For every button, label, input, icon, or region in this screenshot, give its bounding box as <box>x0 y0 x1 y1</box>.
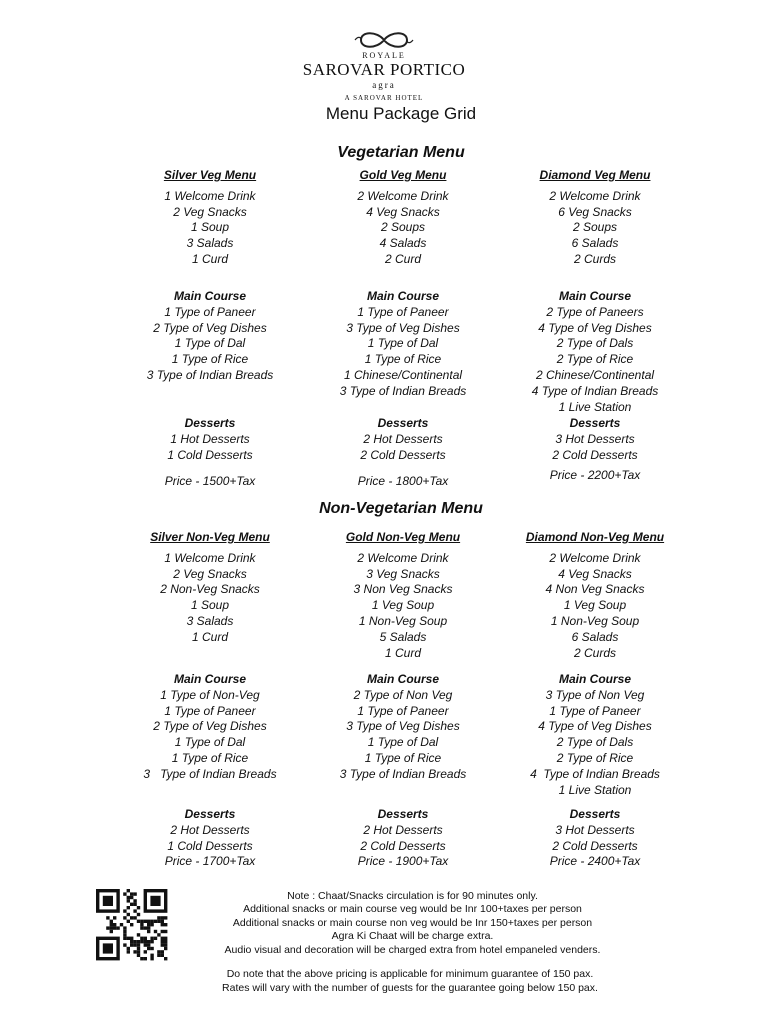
desserts-heading: Desserts <box>569 807 621 821</box>
page-title: Menu Package Grid <box>325 104 477 123</box>
menu-item: 3 Salads <box>186 236 234 251</box>
infinity-icon <box>353 30 415 50</box>
menu-item: 2 Cold Desserts <box>552 838 638 853</box>
menu-item: 5 Salads <box>379 629 427 644</box>
desserts-block <box>100 807 320 854</box>
menu-item: 1 Type of Dal <box>174 336 246 351</box>
menu-item: 6 Salads <box>571 236 619 251</box>
package-title: Diamond Veg Menu <box>539 168 651 182</box>
note-line: Agra Ki Chaat will be charge extra. <box>331 930 494 943</box>
menu-item: 3 Hot Desserts <box>555 822 635 837</box>
menu-item: 1 Type of Dal <box>174 735 246 750</box>
desserts-block <box>100 416 320 463</box>
menu-item: 4 Type of Indian Breads <box>531 383 659 398</box>
menu-item: 2 Soups <box>572 220 618 235</box>
menu-item: 1 Type of Paneer <box>357 703 449 718</box>
menu-item: 4 Type of Veg Dishes <box>538 719 652 734</box>
brand-subtitle: A SAROVAR HOTEL <box>344 94 424 102</box>
menu-item: 2 Type of Rice <box>556 750 634 765</box>
main-course-heading: Main Course <box>173 289 246 303</box>
brand-name: SAROVAR PORTICO <box>302 60 466 79</box>
desserts-heading: Desserts <box>377 416 429 430</box>
price-label: Price - 2200+Tax <box>549 468 641 482</box>
menu-item: 2 Chinese/Continental <box>535 367 655 382</box>
main-course-heading: Main Course <box>366 672 439 686</box>
menu-item: 1 Type of Paneer <box>164 703 256 718</box>
menu-item: 2 Curds <box>573 251 617 266</box>
brand-royale: ROYALE <box>362 51 406 60</box>
note-line: Audio visual and decoration will be charged extra from hotel empaneled venders. <box>224 943 601 956</box>
menu-item: 2 Hot Desserts <box>363 822 443 837</box>
menu-item: 1 Welcome Drink <box>164 550 256 565</box>
desserts-heading: Desserts <box>569 416 621 430</box>
price-label: Price - 1500+Tax <box>164 474 256 488</box>
menu-item: 2 Type of Dals <box>556 336 634 351</box>
package-column <box>485 530 705 661</box>
note-line: Additional snacks or main course veg would be Inr 100+taxes per person <box>243 903 582 916</box>
menu-item: 4 Veg Snacks <box>558 566 632 581</box>
menu-item: 3 Type of Veg Dishes <box>346 719 460 734</box>
menu-item: 2 Type of Veg Dishes <box>153 719 267 734</box>
notes-block <box>200 890 625 957</box>
main-course-heading: Main Course <box>366 289 439 303</box>
menu-item: 2 Cold Desserts <box>360 838 446 853</box>
menu-item: 2 Welcome Drink <box>357 188 449 203</box>
package-title: Diamond Non-Veg Menu <box>525 530 665 544</box>
menu-item: 1 Type of Rice <box>171 750 249 765</box>
menu-item: 4 Non Veg Snacks <box>545 582 645 597</box>
main-course-block <box>293 672 513 783</box>
menu-item: 4 Veg Snacks <box>366 204 440 219</box>
note-line: Additional snacks or main course non veg would be Inr 150+taxes per person <box>232 916 593 929</box>
menu-item: 2 Type of Dals <box>556 735 634 750</box>
menu-item: 1 Soup <box>190 598 230 613</box>
menu-item: 1 Non-Veg Soup <box>550 613 640 628</box>
main-course-block <box>293 289 513 400</box>
nonveg-section-title: Non-Vegetarian Menu <box>319 500 483 517</box>
price-label: Price - 1800+Tax <box>357 474 449 488</box>
menu-item: 3 Salads <box>186 613 234 628</box>
desserts-block <box>485 416 705 463</box>
menu-item: 3 Type of Indian Breads <box>146 367 274 382</box>
menu-item: 3 Non Veg Snacks <box>353 582 453 597</box>
price-label: Price - 1900+Tax <box>357 854 449 868</box>
package-title: Silver Non-Veg Menu <box>150 530 270 544</box>
menu-item: 1 Veg Soup <box>371 598 435 613</box>
main-course-block <box>485 672 705 798</box>
menu-item: 1 Live Station <box>558 782 632 797</box>
main-course-block <box>100 672 320 783</box>
menu-item: 1 Type of Paneer <box>357 304 449 319</box>
note-line: Note : Chaat/Snacks circulation is for 90 minutes only. <box>287 890 538 902</box>
menu-item: 1 Soup <box>190 220 230 235</box>
package-column <box>485 168 705 268</box>
menu-item: 1 Hot Desserts <box>170 431 250 446</box>
package-column <box>100 530 320 646</box>
menu-item: 2 Hot Desserts <box>363 431 443 446</box>
menu-item: 1 Chinese/Continental <box>343 367 463 382</box>
brand-city: agra <box>372 80 396 90</box>
menu-item: 1 Type of Dal <box>367 735 439 750</box>
menu-item: 1 Veg Soup <box>563 598 627 613</box>
menu-item: 3 Type of Indian Breads <box>339 383 467 398</box>
menu-item: 2 Type of Non Veg <box>353 687 453 702</box>
menu-item: 1 Type of Rice <box>364 750 442 765</box>
menu-item: 4 Type of Indian Breads <box>530 766 660 781</box>
menu-item: 3 Veg Snacks <box>366 566 440 581</box>
brand-logo <box>0 30 768 50</box>
menu-item: 3 Type of Non Veg <box>545 687 645 702</box>
package-column <box>100 168 320 268</box>
desserts-block <box>485 807 705 854</box>
package-column <box>293 530 513 661</box>
menu-item: 2 Cold Desserts <box>552 447 638 462</box>
menu-item: 2 Curds <box>573 645 617 660</box>
menu-item: 6 Veg Snacks <box>558 204 632 219</box>
menu-item: 1 Curd <box>191 251 229 266</box>
veg-section-title: Vegetarian Menu <box>337 144 465 161</box>
menu-item: 2 Type of Veg Dishes <box>153 320 267 335</box>
price-label: Price - 2400+Tax <box>549 854 641 868</box>
menu-item: 2 Welcome Drink <box>357 550 449 565</box>
footer-note-line: Rates will vary with the number of guests for the guarantee going below 150 pax. <box>222 982 598 994</box>
desserts-heading: Desserts <box>184 807 236 821</box>
menu-item: 1 Type of Paneer <box>549 703 641 718</box>
menu-item: 3 Type of Indian Breads <box>143 766 277 781</box>
qr-code-icon <box>84 888 180 962</box>
main-course-block <box>485 289 705 415</box>
menu-item: 1 Type of Dal <box>367 336 439 351</box>
menu-item: 1 Type of Rice <box>364 352 442 367</box>
menu-item: 2 Type of Rice <box>556 352 634 367</box>
menu-item: 2 Curd <box>384 251 422 266</box>
menu-item: 2 Soups <box>380 220 426 235</box>
price-label: Price - 1700+Tax <box>164 854 256 868</box>
menu-item: 1 Cold Desserts <box>167 838 253 853</box>
menu-item: 1 Type of Non-Veg <box>160 687 260 702</box>
menu-item: 3 Type of Veg Dishes <box>346 320 460 335</box>
main-course-heading: Main Course <box>173 672 246 686</box>
menu-item: 4 Salads <box>379 236 427 251</box>
menu-item: 2 Welcome Drink <box>549 188 641 203</box>
menu-item: 3 Type of Indian Breads <box>339 766 467 781</box>
menu-item: 1 Live Station <box>558 399 632 414</box>
menu-item: 2 Veg Snacks <box>173 566 247 581</box>
menu-item: 1 Type of Paneer <box>164 304 256 319</box>
menu-item: 4 Type of Veg Dishes <box>538 320 652 335</box>
menu-item: 2 Veg Snacks <box>173 204 247 219</box>
menu-item: 3 Hot Desserts <box>555 431 635 446</box>
package-title: Gold Non-Veg Menu <box>345 530 461 544</box>
menu-item: 2 Welcome Drink <box>549 550 641 565</box>
menu-item: 1 Curd <box>191 629 229 644</box>
menu-item: 1 Non-Veg Soup <box>358 613 448 628</box>
menu-item: 6 Salads <box>571 629 619 644</box>
menu-item: 2 Cold Desserts <box>360 447 446 462</box>
footer-notes <box>180 967 640 995</box>
package-column <box>293 168 513 268</box>
main-course-block <box>100 289 320 384</box>
footer-note-line: Do note that the above pricing is applicable for minimum guarantee of 150 pax. <box>226 968 594 980</box>
desserts-block <box>293 416 513 463</box>
menu-item: 1 Curd <box>384 645 422 660</box>
menu-item: 1 Welcome Drink <box>164 188 256 203</box>
desserts-heading: Desserts <box>377 807 429 821</box>
menu-item: 1 Cold Desserts <box>167 447 253 462</box>
menu-item: 2 Non-Veg Snacks <box>160 582 260 597</box>
menu-item: 2 Hot Desserts <box>170 822 250 837</box>
package-title: Silver Veg Menu <box>163 168 257 182</box>
desserts-block <box>293 807 513 854</box>
desserts-heading: Desserts <box>184 416 236 430</box>
package-title: Gold Veg Menu <box>359 168 447 182</box>
main-course-heading: Main Course <box>558 289 631 303</box>
menu-item: 2 Type of Paneers <box>546 304 644 319</box>
menu-item: 1 Type of Rice <box>171 352 249 367</box>
main-course-heading: Main Course <box>558 672 631 686</box>
